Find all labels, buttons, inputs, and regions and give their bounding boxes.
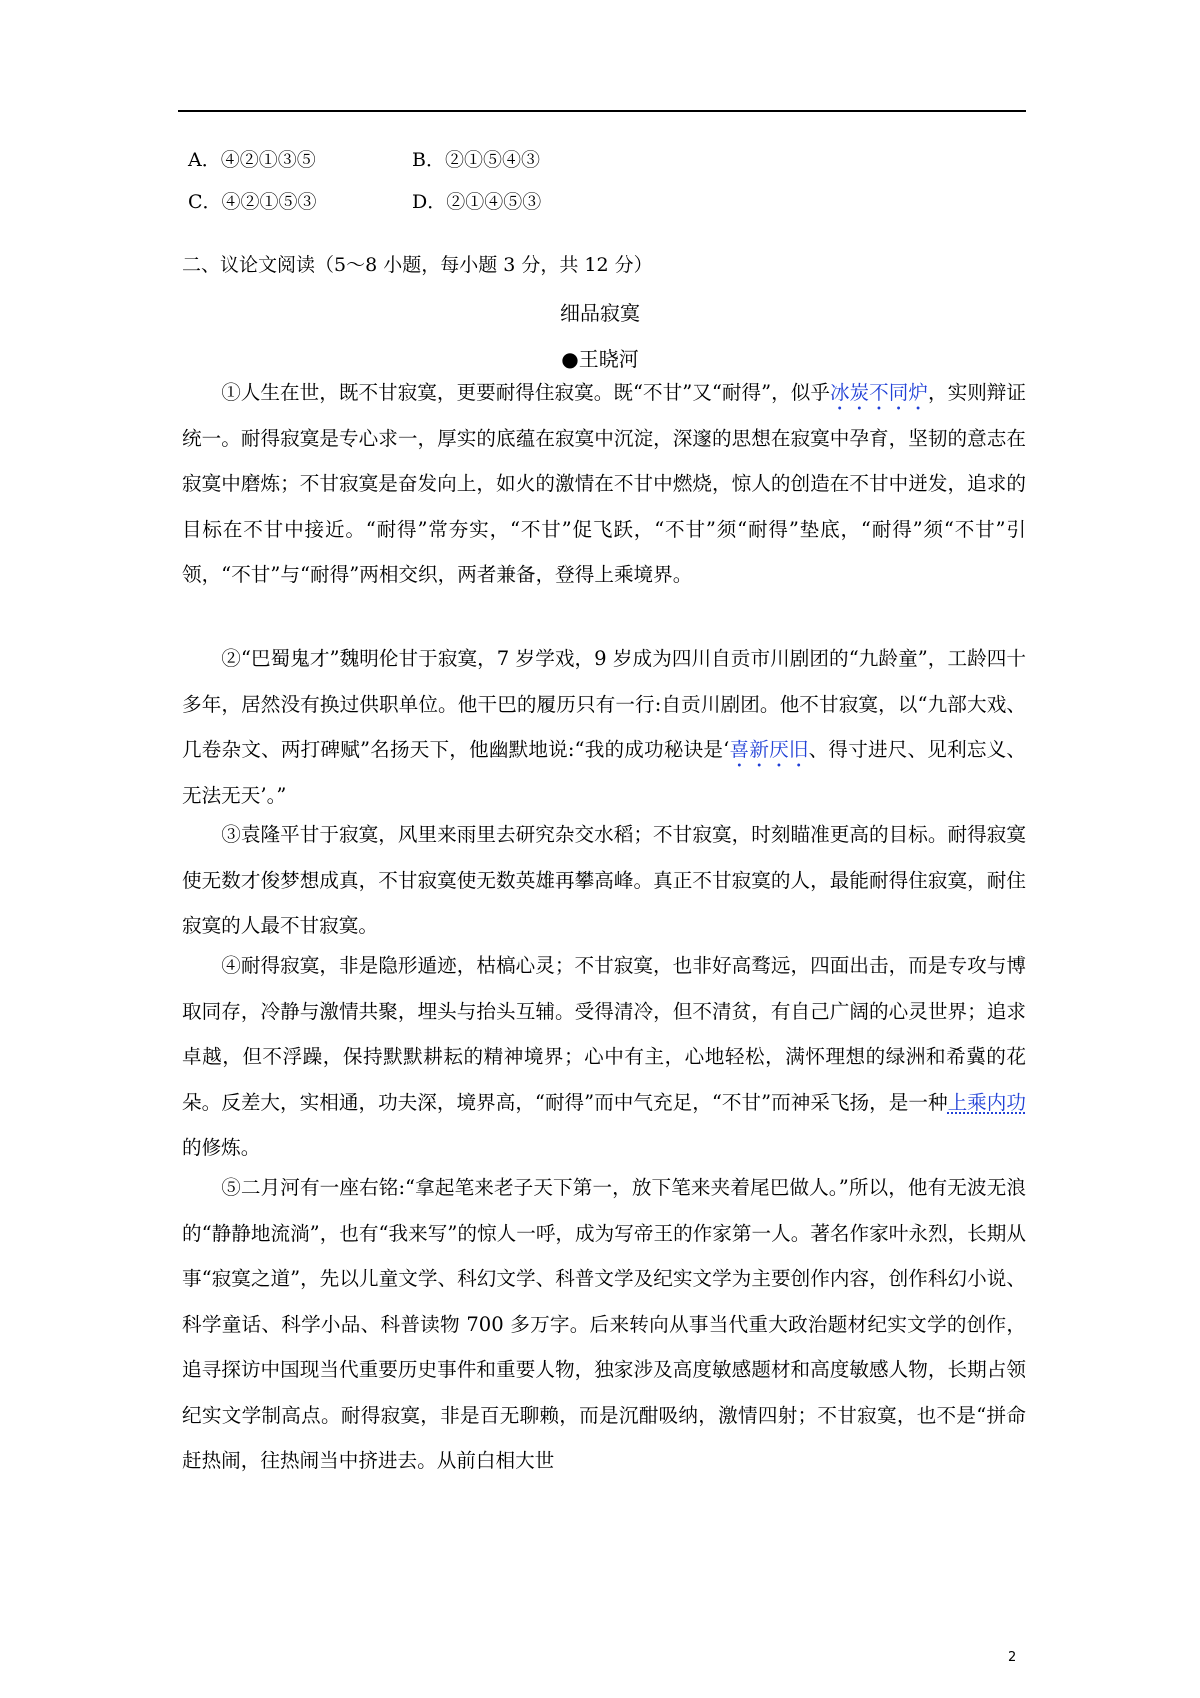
paragraph-1: ①人生在世，既不甘寂寞，更要耐得住寂寞。既“不甘”又“耐得”，似乎冰炭不同炉，实则辩证统一。耐得寂寞是专心求一，厚实的底蕴在寂寞中沉淀，深邃的思想在寂寞中孕育，坚韧的意志在寂寞中磨炼；不甘寂寞是奋发向上，如火的激情在不甘中燃烧，惊人的创造在不甘中迸发，追求的目标在不甘中接近。“耐得”常夯实，“不甘”促飞跃，“不甘”须“耐得”垫底，“耐得”须“不甘”引领，“不甘”与“耐得”两相交织，两者兼备，登得上乘境界。: [182, 381, 1027, 586]
underlined-phrase: 上乘内功: [947, 1090, 1026, 1114]
page-number: 2: [1008, 1650, 1017, 1665]
emphasis-phrase: 冰炭不同炉: [829, 381, 928, 404]
article-title: 细品寂寞: [560, 301, 640, 325]
emphasis-phrase: 喜新厌旧: [729, 738, 809, 761]
section-heading: 二、议论文阅读（5～8 小题，每小题 3 分，共 12 分）: [182, 254, 653, 276]
article-author: ●王晓河: [561, 347, 639, 371]
option-a: A．④②①③⑤: [188, 149, 316, 171]
paragraph-3: ③袁隆平甘于寂寞，风里来雨里去研究杂交水稻；不甘寂寞，时刻瞄准更高的目标。耐得寂寞使无数才俊梦想成真，不甘寂寞使无数英雄再攀高峰。真正不甘寂寞的人，最能耐得住寂寞，耐住寂寞的人最不甘寂寞。: [182, 823, 1026, 937]
option-b: B．②①⑤④③: [412, 149, 540, 171]
option-d: D．②①④⑤③: [412, 191, 542, 213]
paragraph-4: ④耐得寂寞，非是隐形遁迹，枯槁心灵；不甘寂寞，也非好高骛远，四面出击，而是专攻与博取同存，冷静与激情共聚，埋头与抬头互辅。受得清冷，但不清贫，有自己广阔的心灵世界；追求卓越，但不浮躁，保持默默耕耘的精神境界；心中有主，心地轻松，满怀理想的绿洲和希冀的花朵。反差大，实相通，功夫深，境界高，“耐得”而中气充足，“不甘”而神采飞扬，是一种上乘内功的修炼。: [182, 954, 1026, 1159]
header-rule: [178, 110, 1026, 112]
option-c: C．④②①⑤③: [188, 191, 317, 213]
paragraph-2: ②“巴蜀鬼才”魏明伦甘于寂寞，7 岁学戏，9 岁成为四川自贡市川剧团的“九龄童”，工龄四十多年，居然没有换过供职单位。他干巴的履历只有一行:自贡川剧团。他不甘寂寞，以“九部大戏、几卷杂文、两打碑赋”名扬天下，他幽默地说:“我的成功秘诀是‘喜新厌旧、得寸进尺、见利忘义、无法无天’。”: [182, 647, 1026, 807]
paragraph-5: ⑤二月河有一座右铭:“拿起笔来老子天下第一，放下笔来夹着尾巴做人。”所以，他有无波无浪的“静静地流淌”，也有“我来写”的惊人一呼，成为写帝王的作家第一人。著名作家叶永烈，长期从事“寂寞之道”，先以儿童文学、科幻文学、科普文学及纪实文学为主要创作内容，创作科幻小说、科学童话、科学小品、科普读物 700 多万字。后来转向从事当代重大政治题材纪实文学的创作，追寻探访中国现当代重要历史事件和重要人物，独家涉及高度敏感题材和高度敏感人物，长期占领纪实文学制高点。耐得寂寞，非是百无聊赖，而是沉酣吸纳，激情四射；不甘寂寞，也不是“拼命赶热闹，往热闹当中挤进去。从前白相大世: [182, 1176, 1026, 1472]
